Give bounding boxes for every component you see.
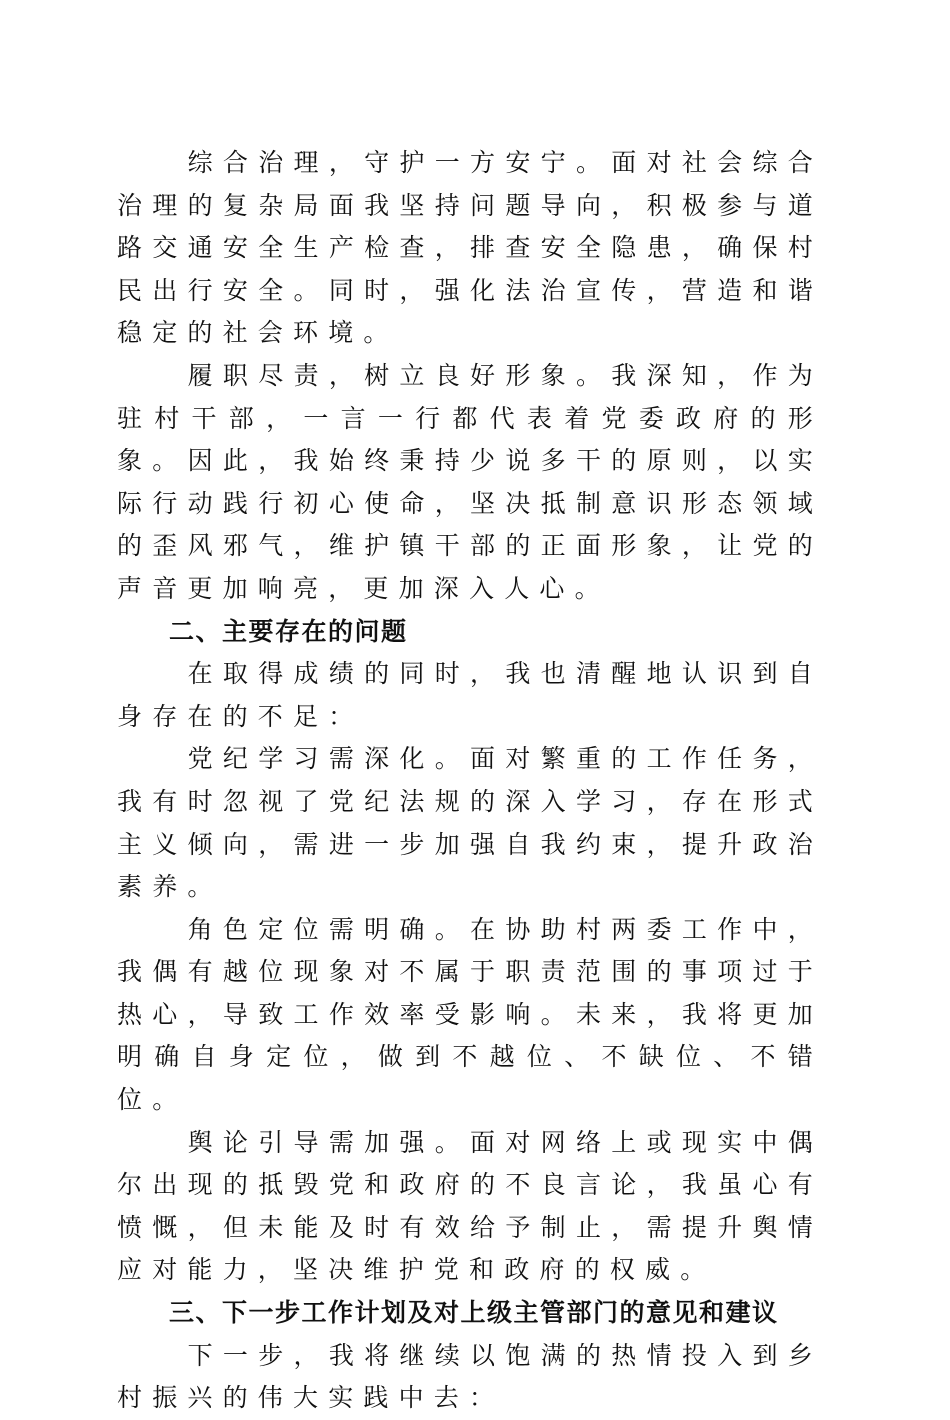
paragraph-shortcomings-intro: 在取得成绩的同时，我也清醒地认识到自身存在的不足：: [117, 659, 823, 731]
paragraph-next-steps-intro: 下一步，我将继续以饱满的热情投入到乡村振兴的伟大实践中去：: [117, 1340, 823, 1413]
paragraph-role-positioning: 角色定位需明确。在协助村两委工作中，我偶有越位现象对不属于职责范围的事项过于热心，导致工作效率受影响。未来，我将更加明确自身定位，做到不越位、不缺位、不错位。: [117, 914, 823, 1115]
paragraph-comprehensive-governance: 综合治理，守护一方安宁。面对社会综合治理的复杂局面我坚持问题导向，积极参与道路交通安全生产检查，排查安全隐患，确保村民出行安全。同时，强化法治宣传，营造和谐稳定的社会环境。: [117, 148, 823, 348]
paragraph-fulfill-duties: 履职尽责，树立良好形象。我深知，作为驻村干部，一言一行都代表着党委政府的形象。因此，我始终秉持少说多干的原则，以实际行动践行初心使命，坚决抵制意识形态领域的歪风邪气，维护镇干部的正面形象，让党的声音更加响亮，更加深入人心。: [117, 360, 823, 603]
section-heading-next-steps: 三、下一步工作计划及对上级主管部门的意见和建议: [169, 1298, 779, 1328]
paragraph-public-opinion-guidance: 舆论引导需加强。面对网络上或现实中偶尔出现的抵毁党和政府的不良言论，我虽心有愤慨，但未能及时有效给予制止，需提升舆情应对能力，坚决维护党和政府的权威。: [117, 1127, 823, 1285]
document-page: [117, 142, 823, 1420]
section-heading-main-problems: 二、主要存在的问题: [169, 616, 408, 646]
paragraph-party-discipline-study: 党纪学习需深化。面对繁重的工作任务，我有时忽视了党纪法规的深入学习，存在形式主义倾向，需进一步加强自我约束，提升政治素养。: [117, 744, 823, 902]
